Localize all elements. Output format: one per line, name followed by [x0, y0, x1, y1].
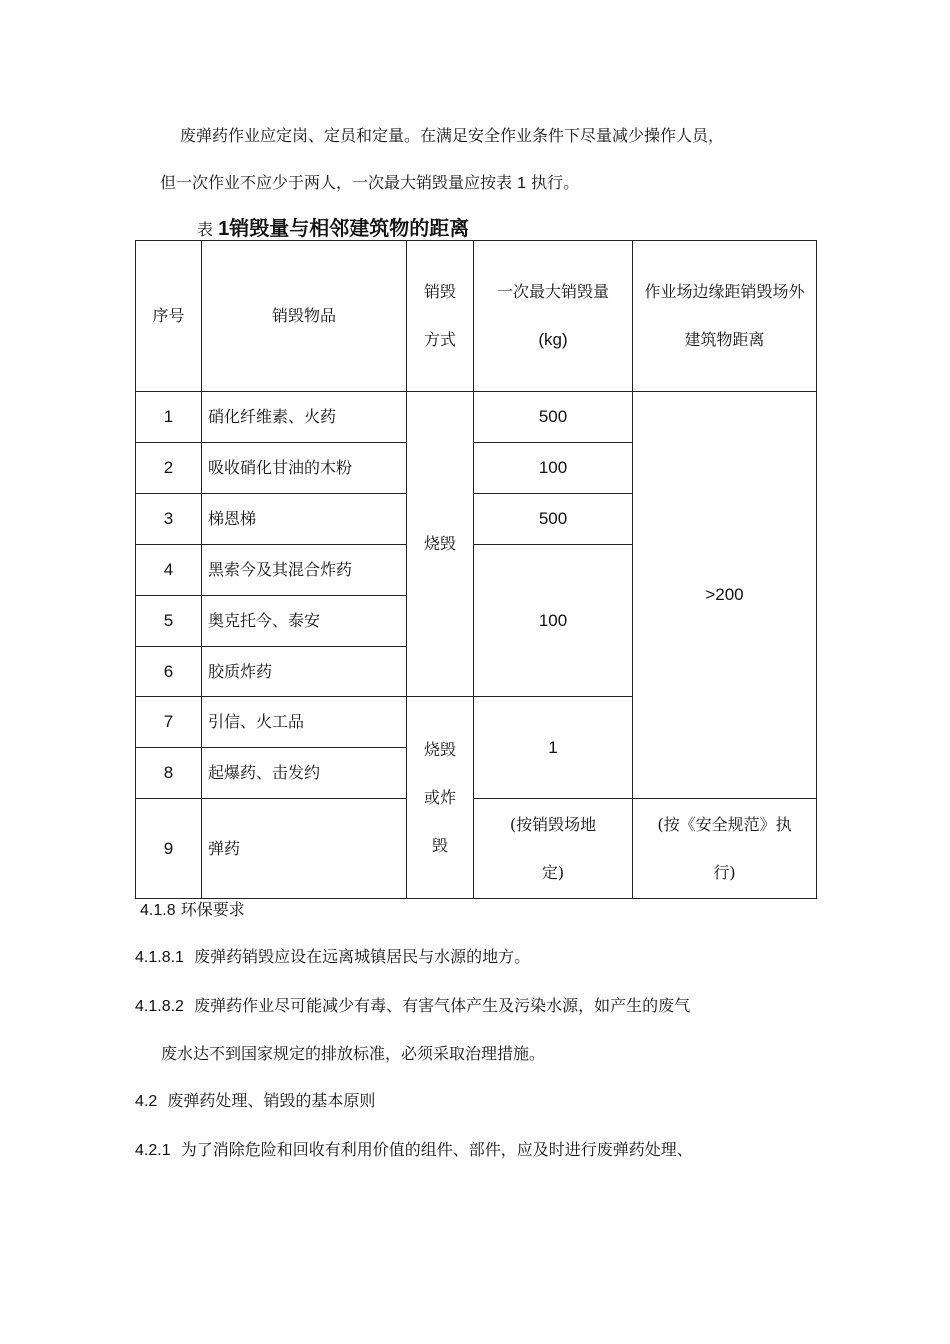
table-reference-number: 1: [517, 175, 527, 192]
section-4-1-8: [140, 900, 245, 921]
method-line-3: 毁: [431, 835, 448, 855]
section-text: 为了消除危险和回收有利用价值的组件、部件，应及时进行废弹药处理、: [180, 1140, 693, 1159]
paragraph-line-1: 废弹药作业应定岗、定员和定量。在满足安全作业条件下尽量减少操作人员，: [180, 126, 725, 145]
table-caption: [197, 217, 469, 241]
header-max-line-2: (kg): [538, 330, 568, 349]
table-header-row: [136, 241, 817, 392]
method-line-2: 或炸: [423, 787, 456, 807]
distance-cell: [633, 799, 817, 899]
row-item: 弹药: [202, 799, 407, 899]
row-index: 3: [136, 494, 202, 545]
distance-cell: >200: [633, 392, 817, 799]
header-max-amount: [474, 241, 633, 392]
row-index: 4: [136, 545, 202, 596]
header-method: [407, 241, 474, 392]
row-index: 2: [136, 443, 202, 494]
max-amount-cell: 100: [474, 443, 633, 494]
paragraph-line-2: [160, 173, 579, 194]
max-amount-cell: 500: [474, 494, 633, 545]
header-max-line-1: 一次最大销毁量: [496, 282, 609, 301]
header-method-line-2: 方式: [423, 330, 456, 349]
header-item: 销毁物品: [202, 241, 407, 392]
table-row: [136, 799, 817, 899]
distance-line-1: (按《安全规范》执: [657, 814, 792, 834]
max-amount-cell: 100: [474, 545, 633, 697]
section-4-1-8-2: [135, 996, 690, 1017]
max-amount-cell: [474, 799, 633, 899]
max-amount-line-2: 定): [541, 862, 565, 882]
section-number: 4.2.1: [135, 1142, 171, 1159]
section-number: 4.1.8: [140, 902, 176, 919]
method-line-1: 烧毁: [423, 739, 456, 759]
table-row: [136, 392, 817, 443]
distance-line-2: 行): [713, 862, 736, 882]
method-burn-cell: 烧毁: [407, 392, 474, 697]
header-distance-line-1: 作业场边缘距销毁场外: [644, 282, 805, 301]
table-caption-title: 销毁量与相邻建筑物的距离: [229, 216, 470, 240]
header-distance-line-2: 建筑物距离: [684, 330, 765, 349]
section-number: 4.1.8.2: [135, 998, 184, 1015]
row-index: 8: [136, 748, 202, 799]
max-amount-line-1: (按销毁场地: [509, 814, 597, 834]
row-item: 黑索今及其混合炸药: [202, 545, 407, 596]
section-text: 废弹药销毁应设在远离城镇居民与水源的地方。: [194, 947, 531, 966]
header-distance: [633, 241, 817, 392]
destruction-table: [135, 240, 817, 899]
section-title: 环保要求: [180, 900, 245, 919]
row-item: 胶质炸药: [202, 647, 407, 697]
section-title: 废弹药处理、销毁的基本原则: [167, 1091, 376, 1110]
section-4-2-1: [135, 1140, 693, 1161]
section-text: 废弹药作业尽可能减少有毒、有害气体产生及污染水源，如产生的废气: [194, 996, 691, 1015]
max-amount-cell: 1: [474, 697, 633, 799]
table-caption-prefix: 表: [197, 220, 214, 239]
row-item: 起爆药、击发约: [202, 748, 407, 799]
row-index: 1: [136, 392, 202, 443]
row-index: 5: [136, 596, 202, 647]
row-item: 引信、火工品: [202, 697, 407, 748]
section-number: 4.2: [135, 1093, 158, 1110]
table-caption-number: 1: [218, 218, 230, 240]
section-4-2: [135, 1091, 375, 1112]
paragraph-line-2-a: 但一次作业不应少于两人，一次最大销毁量应按表: [160, 173, 513, 192]
row-item: 吸收硝化甘油的木粉: [202, 443, 407, 494]
row-item: 奥克托今、泰安: [202, 596, 407, 647]
row-item: 梯恩梯: [202, 494, 407, 545]
header-index: 序号: [136, 241, 202, 392]
header-method-line-1: 销毁: [423, 282, 456, 301]
paragraph-line-2-b: 执行。: [531, 173, 580, 192]
section-4-1-8-2-continuation: 废水达不到国家规定的排放标准，必须采取治理措施。: [161, 1044, 546, 1063]
row-item: 硝化纤维素、火药: [202, 392, 407, 443]
row-index: 6: [136, 647, 202, 697]
section-4-1-8-1: [135, 947, 530, 968]
method-burn-or-explode-cell: [407, 697, 474, 899]
row-index: 7: [136, 697, 202, 748]
section-number: 4.1.8.1: [135, 949, 184, 966]
row-index: 9: [136, 799, 202, 899]
max-amount-cell: 500: [474, 392, 633, 443]
